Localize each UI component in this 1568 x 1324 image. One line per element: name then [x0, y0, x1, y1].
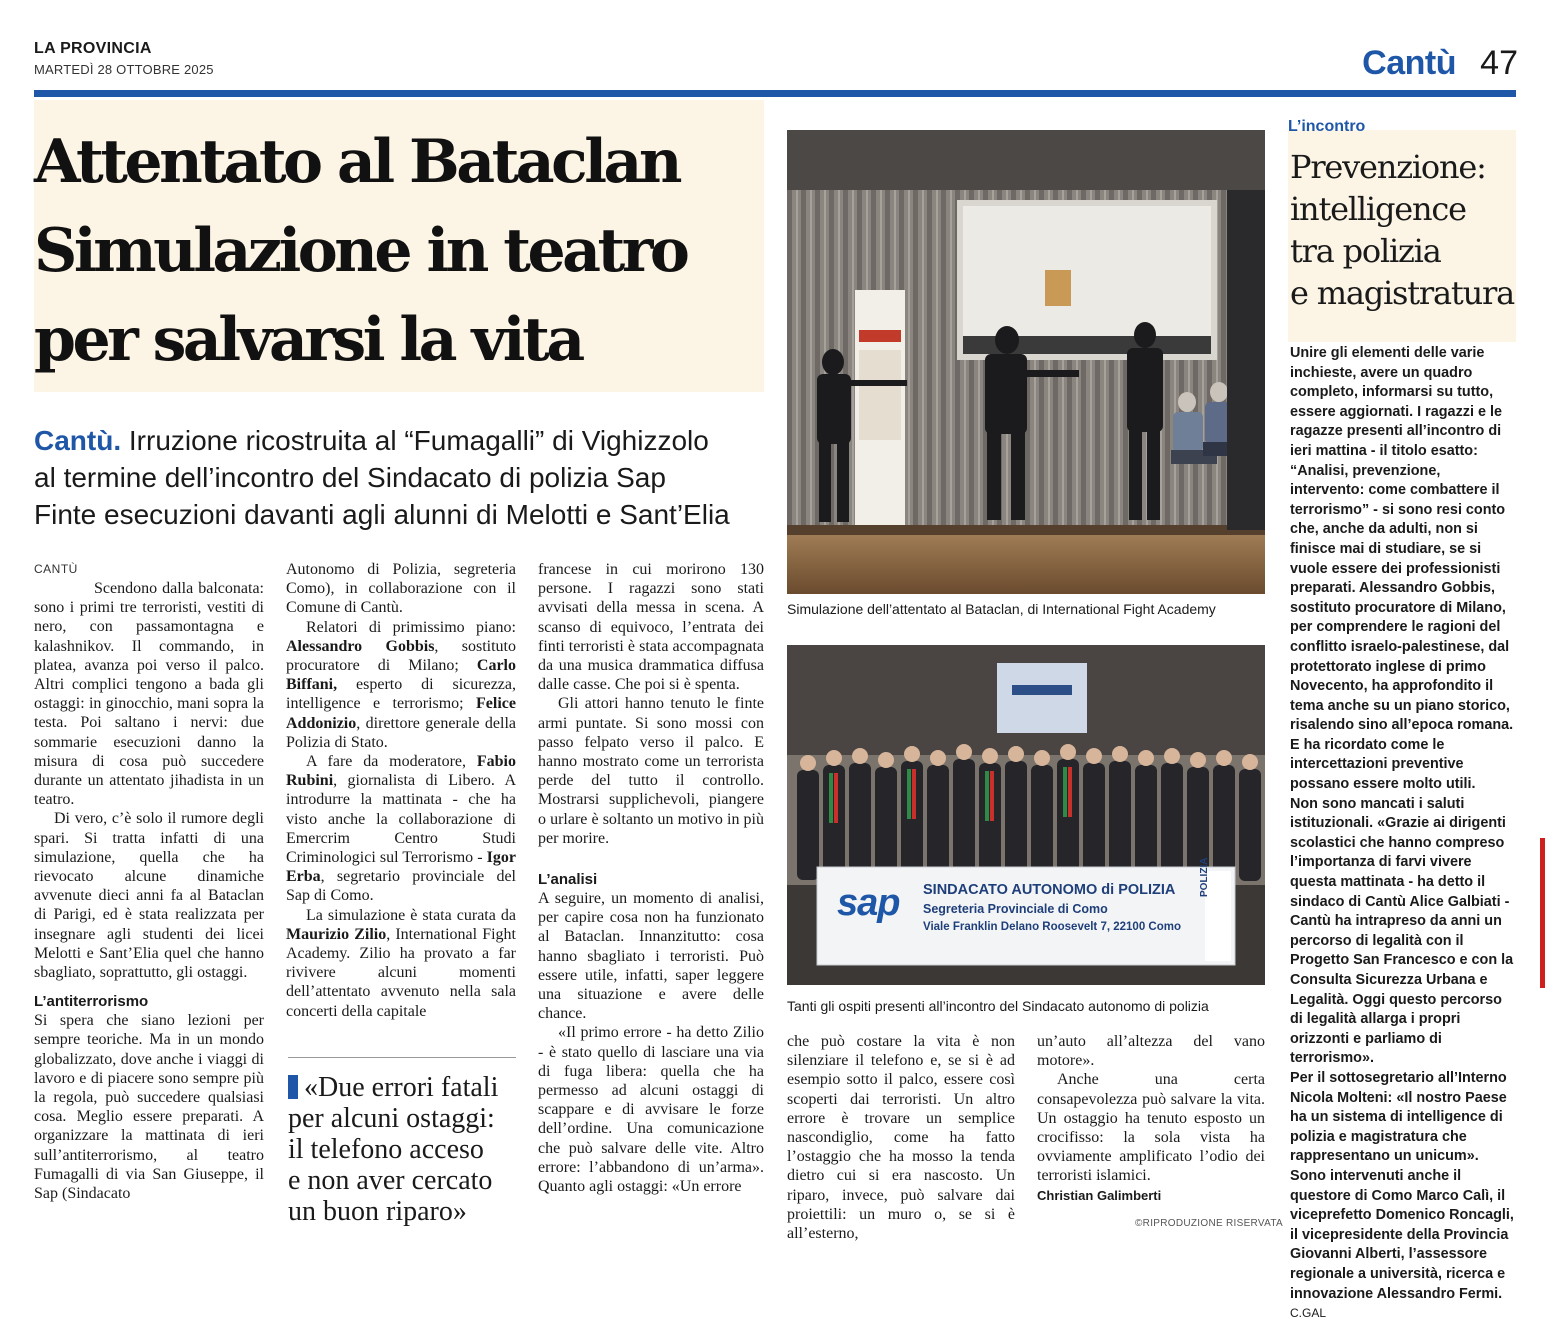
headline-line: Simulazione in teatro — [34, 216, 687, 286]
photo-caption: Tanti gli ospiti presenti all’incontro del Sindacato autonomo di polizia — [787, 998, 1209, 1014]
photo-bataclan-simulation — [787, 130, 1265, 594]
copyright-notice: ©RIPRODUZIONE RISERVATA — [1135, 1218, 1283, 1229]
person-name: Igor Erba — [286, 849, 516, 886]
person-name: Felice Addonizio — [286, 695, 516, 732]
article-column-3 — [538, 560, 764, 1196]
dateline: CANTÙ — [34, 562, 78, 576]
pullquote-marker — [288, 1075, 298, 1099]
pullquote: «Due errori fatali per alcuni ostaggi: il telefono acceso e non aver cercato un buon riparo» — [288, 1072, 499, 1227]
subhead-line: al termine dell’incontro del Sindacato di polizia Sap — [34, 462, 666, 493]
article-paragraph: Si spera che siano lezioni per sempre teoriche. Ma in un mondo globalizzato, dove anche i viaggi di lavoro e di piacere sono sempre più la regola, può succedere qualsiasi cosa. Meglio essere preparati. A organizzare la mattinata di ieri sull’antiterrorismo, al teatro Fumagalli di via San Giuseppe, il Sap (Sindacato — [34, 1012, 264, 1203]
article-paragraph: che può costare la vita è non silenziare il telefono e, se si è ad esempio sotto il palco, essere così scoperti dai terroristi. Un altro errore è trovare un semplice nascondiglio, come ha fatto l’ostaggio che ha mosso la tenda dietro cui si era nascosto. Un riparo, invece, può salvare dai proiettili: un muro o, se si è all’esterno, — [787, 1033, 1015, 1243]
person-name: Carlo Biffani, — [286, 657, 516, 694]
person-name: Maurizio Zilio — [286, 925, 387, 943]
headline-line: per salvarsi la vita — [34, 305, 582, 375]
banner-side-label: POLIZIA — [1199, 857, 1210, 897]
margin-red-bar — [1540, 838, 1545, 988]
sidebar-kicker: L’incontro — [1288, 118, 1366, 135]
headline-line: Attentato al Bataclan — [34, 127, 680, 197]
banner-logo: sap — [837, 882, 900, 924]
subhead-location: Cantù. — [34, 425, 122, 456]
article-paragraph: Relatori di primissimo piano: Alessandro Gobbis, sostituto procuratore di Milano; Carlo Biffani, esperto di sicurezza, intelligence e terrorismo; Felice Addonizio, direttore generale della Polizia di Stato. — [286, 618, 516, 751]
article-paragraph: Anche una certa consapevolezza può salvare la vita. Un ostaggio ha tenuto esposto un crocifisso: la sola vista ha ovviamente amplificato l’odio dei terroristi islamici. — [1037, 1071, 1265, 1185]
banner-title: SINDACATO AUTONOMO di POLIZIA — [923, 882, 1176, 898]
subheadline — [34, 422, 774, 533]
sidebar-title: Prevenzione: intelligence tra polizia e magistratura — [1290, 148, 1514, 312]
newspaper-name: LA PROVINCIA — [34, 40, 152, 57]
article-paragraph: Di vero, c’è solo il rumore degli spari. Si tratta infatti di una simulazione, quella che ha rievocato alcune dinamiche avvenute dieci anni fa al Bataclan di Parigi, ed è stata realizzata per insegnare agli studenti dei licei Melotti e Sant’Elia quel che hanno sbagliato, soprattutto, gli ostaggi. — [34, 810, 264, 982]
article-column-1 — [34, 560, 264, 1203]
person-name: Fabio Rubini — [286, 753, 516, 790]
sidebar-paragraph: Non sono mancati i saluti istituzionali. «Grazie ai dirigenti scolastici che hanno compreso l’importanza di farvi vivere questa mattinata - ha detto il sindaco di Cantù Alice Galbiati - Cantù ha intrapreso da anni un percorso di legalità con il Progetto San Francesco e con la Consulta Sicurezza Urbana e Legalità. Oggi questo percorso di legalità allarga i propri orizzonti e parliamo di terrorismo». — [1290, 795, 1514, 1067]
article-paragraph: A fare da moderatore, Fabio Rubini, giornalista di Libero. A introdurre la mattinata - che ha visto anche la collaborazione di Emercrim Centro Studi Criminologici sul Terrorismo - Igor Erba, segretario provinciale del Sap di Como. — [286, 753, 516, 905]
article-signature: Christian Galimberti — [1037, 1187, 1162, 1203]
article-paragraph: un’auto all’altezza del vano motore». — [1037, 1033, 1265, 1070]
article-column-5 — [1037, 1032, 1265, 1205]
article-paragraph: «Il primo errore - ha detto Zilio - è stato quello di lasciare una via di fuga libera: quella che ha permesso ad alcuni ostaggi di scappare e di avvisare le forze dell’ordine. Una comunicazione che può salvare delle vite. Altro errore: l’abbandono di un’arma». Quanto agli ostaggi: «Un errore — [538, 1024, 764, 1196]
subhead-line: Irruzione ricostruita al “Fumagalli” di Vighizzolo — [128, 425, 709, 456]
subsection-heading: L’analisi — [538, 871, 598, 889]
article-paragraph: Gli attori hanno tenuto le finte armi puntate. Si sono mossi con passo felpato verso il palco. E hanno mostrato come un terrorista perde del tutto il controllo. Mostrarsi supplichevoli, piangere o urlare è soltanto un motivo in più per morire. — [538, 695, 764, 847]
subsection-heading: L’antiterrorismo — [34, 993, 149, 1011]
article-paragraph: La simulazione è stata curata da Maurizio Zilio, International Fight Academy. Zilio ha provato a far rivivere alcuni momenti dell’attentato avvenuto nella sala concerti della capitale — [286, 906, 517, 1020]
photo-group-guests — [787, 645, 1265, 985]
article-column-4 — [787, 1032, 1015, 1243]
article-paragraph: francese in cui morirono 130 persone. I ragazzi sono stati avvisati della messa in scena. A scanso di equivoco, l’entrata dei finti terroristi è stata accompagnata da una musica drammatica diffusa dalle casse. Che poi si è spenta. — [538, 561, 764, 694]
article-column-2 — [286, 560, 516, 1021]
photo-caption: Simulazione dell’attentato al Bataclan, di International Fight Academy — [787, 601, 1216, 617]
page-number: 47 — [1480, 44, 1518, 82]
banner-subtitle: Segreteria Provinciale di Como — [923, 902, 1108, 916]
section-title: Cantù — [1362, 44, 1456, 82]
subhead-line: Finte esecuzioni davanti agli alunni di Melotti e Sant’Elia — [34, 499, 730, 530]
person-name: Alessandro Gobbis — [286, 637, 435, 655]
banner-address: Viale Franklin Delano Roosevelt 7, 22100 Como — [923, 921, 1181, 933]
pullquote-rule — [288, 1057, 516, 1058]
sidebar-signature: C.GAL — [1290, 1306, 1327, 1321]
sidebar-body — [1290, 344, 1516, 1324]
headline — [34, 118, 764, 385]
issue-date: MARTEDÌ 28 OTTOBRE 2025 — [34, 62, 214, 77]
article-paragraph: Autonomo di Polizia, segreteria Como), in collaborazione con il Comune di Cantù. — [286, 561, 516, 617]
sidebar-paragraph: Unire gli elementi delle varie inchieste, avere un quadro completo, informarsi su tutto, essere aggiornati. I ragazzi e le ragazze presenti all’incontro di ieri mattina - il titolo esatto: “Analisi, prevenzione, intervento: come combattere il terrorismo” - si sono resi conto che, anche da adulti, non si finisce mai di studiare, se si vuole essere dei professionisti preparati. Alessandro Gobbis, sostituto procuratore di Milano, per comprendere le ragioni del conflitto israelo-palestinese, dal protettorato inglese di primo Novecento, ha approfondito il tema anche su un piano storico, risalendo sino all’epoca romana. E ha ricordato come le intercettazioni preventive possano essere molto utili. — [1290, 345, 1514, 793]
header-rule — [34, 90, 1516, 97]
sidebar-paragraph: Per il sottosegretario all’Interno Nicola Molteni: «Il nostro Paese ha un sistema di intelligence di polizia e magistratura che rappresentano un unicum». Sono intervenuti anche il questore di Como Marco Calì, il viceprefetto Domenico Roncagli, il vicepresidente della Provincia Giovanni Alberti, l’assessore regionale a università, ricerca e innovazione Alessandro Fermi. C.GAL — [1290, 1069, 1514, 1321]
article-paragraph: Scendono dalla balconata: sono i primi tre terroristi, vestiti di nero, con passamontagna e kalashnikov. Il commando, in platea, avanza poi verso il palco. Altri complici tengono a bada gli ostaggi: in ginocchio, mani sopra la testa. Poi saltano i nervi: due sommarie esecuzioni danno la misura di cosa può succedere durante un attentato jihadista in un teatro. — [34, 580, 264, 809]
article-paragraph: A seguire, un momento di analisi, per capire cosa non ha funzionato al Bataclan. Innanzitutto: cosa hanno sbagliato i terroristi. Può essere utile, infatti, saper leggere una situazione e avere delle chance. — [538, 890, 764, 1023]
